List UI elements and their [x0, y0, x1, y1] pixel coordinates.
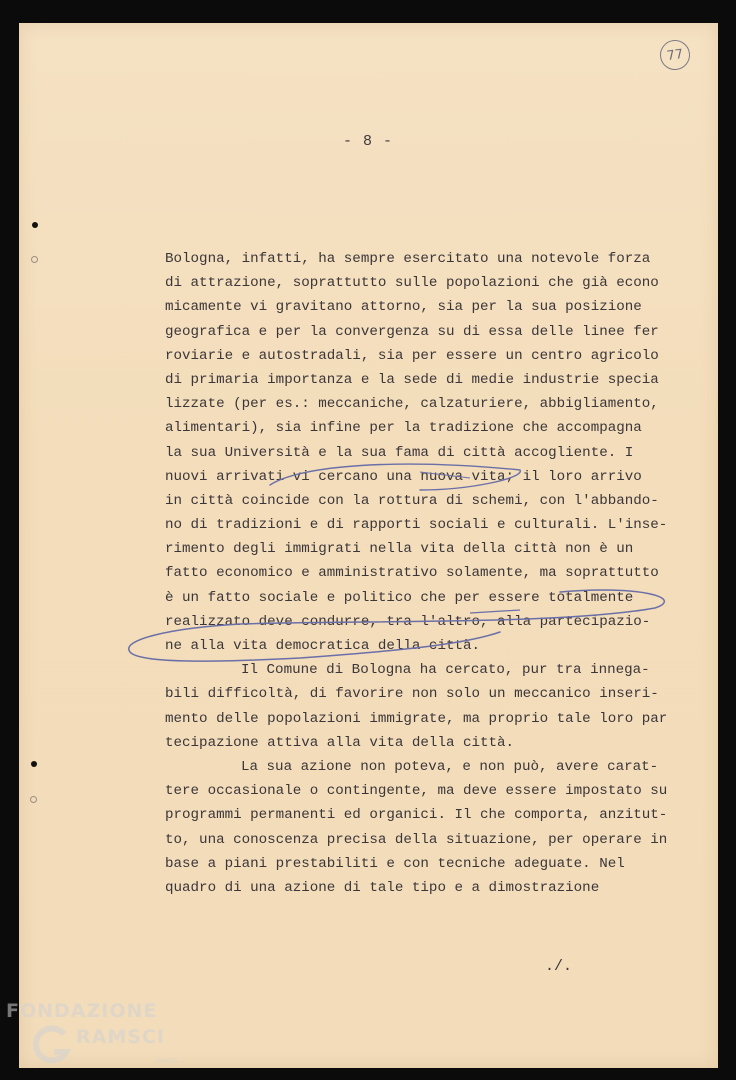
text-line: lizzate (per es.: meccaniche, calzaturiere, abbigliamento,: [165, 396, 659, 413]
text-line-content: La sua azione non poteva, e non può, avere carat-: [241, 758, 659, 775]
text-line: [165, 755, 665, 779]
punch-hole-mark: [32, 222, 38, 228]
gramsci-logo-icon: [30, 1022, 74, 1066]
text-line: di attrazione, soprattutto sulle popolazioni che già econo: [165, 275, 659, 292]
text-line: di primaria importanza e la sede di medie industrie specia: [165, 371, 659, 388]
text-line: nuovi arrivati vi cercano una nuova vita; il loro arrivo: [165, 468, 642, 485]
text-line: fatto economico e amministrativo solamente, ma soprattutto: [165, 565, 659, 582]
text-line: no di tradizioni e di rapporti sociali e culturali. L'inse-: [165, 517, 668, 534]
text-line: la sua Università e la sua fama di città accogliente. I: [165, 444, 634, 461]
text-line: è un fatto sociale e politico che per essere totalmente: [165, 589, 634, 606]
text-line: micamente vi gravitano attorno, sia per la sua posizione: [165, 299, 642, 316]
text-line: realizzato deve condurre, tra l'altro, alla partecipazio-: [165, 613, 651, 630]
watermark-subtitle: RAMSCI: [76, 1026, 165, 1048]
text-line: geografica e per la convergenza su di essa delle linee fer: [165, 323, 659, 340]
circled-page-number-text: 77: [665, 46, 685, 64]
watermark: [6, 1000, 206, 1076]
text-line: ne alla vita democratica della città.: [165, 638, 481, 654]
paragraph-3: [165, 755, 668, 900]
text-line: rimento degli immigrati nella vita della città non è un: [165, 541, 634, 558]
watermark-suffix: onlus: [156, 1056, 178, 1065]
text-line: mento delle popolazioni immigrate, ma proprio tale loro par: [165, 710, 668, 727]
text-line: [165, 658, 665, 682]
paragraph-2: [165, 658, 668, 755]
text-line: to, una conoscenza precisa della situazione, per operare in: [165, 831, 668, 848]
text-line: tecipazione attiva alla vita della città.: [165, 734, 515, 751]
document-body: [165, 247, 668, 900]
text-line: alimentari), sia infine per la tradizione che accompagna: [165, 420, 642, 437]
text-line-content: Il Comune di Bologna ha cercato, pur tra innega-: [241, 662, 650, 679]
watermark-title: FONDAZIONE: [6, 1000, 158, 1022]
text-line: quadro di una azione di tale tipo e a dimostrazione: [165, 879, 600, 896]
text-line: roviarie e autostradali, sia per essere un centro agricolo: [165, 347, 659, 364]
text-line: programmi permanenti ed organici. Il che comporta, anzitut-: [165, 807, 668, 824]
text-line: base a piani prestabiliti e con tecniche adeguate. Nel: [165, 855, 625, 872]
punch-hole-mark: [30, 796, 37, 803]
page-header: - 8 -: [342, 133, 393, 150]
text-line: bili difficoltà, di favorire non solo un meccanico inseri-: [165, 686, 659, 703]
paragraph-1: [165, 247, 668, 658]
continuation-mark: ./.: [545, 958, 573, 975]
text-line: tere occasionale o contingente, ma deve essere impostato su: [165, 783, 668, 800]
punch-hole-mark: [31, 761, 37, 767]
text-line: Bologna, infatti, ha sempre esercitato una notevole forza: [165, 251, 651, 267]
text-line: in città coincide con la rottura di schemi, con l'abbando-: [165, 492, 659, 509]
punch-hole-mark: [31, 256, 38, 263]
